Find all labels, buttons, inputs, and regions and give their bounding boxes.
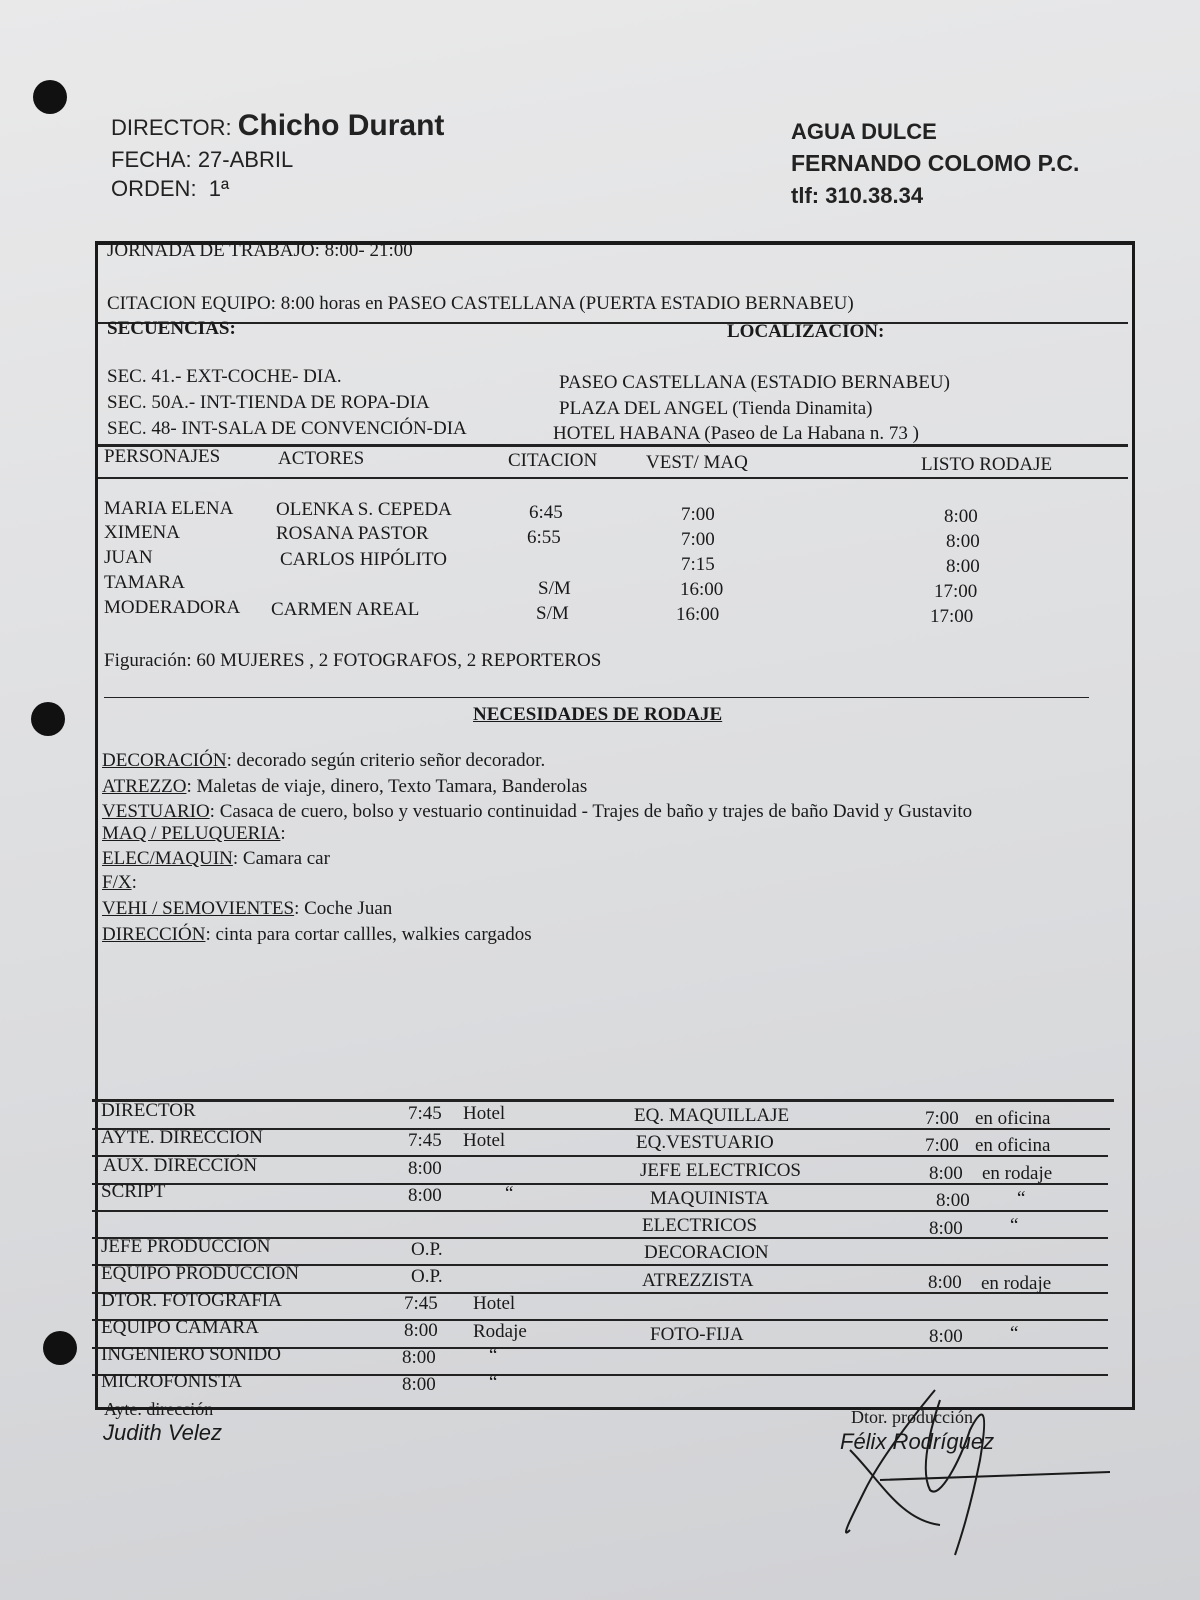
crew-role: SCRIPT <box>101 1181 166 1202</box>
crew-role: JEFE ELECTRICOS <box>640 1160 801 1181</box>
punch-hole <box>33 80 67 114</box>
crew-role: ELECTRICOS <box>642 1215 758 1236</box>
header-vest-maq: VEST/ MAQ <box>646 452 748 473</box>
crew-place: en oficina <box>975 1135 1051 1156</box>
secuencias-label: SECUENCIAS: <box>107 318 236 339</box>
phone-number: tlf: 310.38.34 <box>791 183 924 208</box>
crew-time: 8:00 <box>936 1190 970 1211</box>
cast-actor: ROSANA PASTOR <box>276 523 429 544</box>
sequence-2: SEC. 50A.- INT-TIENDA DE ROPA-DIA <box>107 392 430 413</box>
divider <box>98 322 1128 324</box>
cast-citacion: S/M <box>536 603 569 624</box>
cast-actor: CARMEN AREAL <box>271 599 420 620</box>
cast-vest: 7:00 <box>681 504 715 525</box>
citacion-equipo: CITACION EQUIPO: 8:00 horas en PASEO CASTELLANA (PUERTA ESTADIO BERNABEU) <box>107 293 854 314</box>
need-item: MAQ / PELUQUERIA: <box>102 823 286 844</box>
crew-place: “ <box>1017 1188 1026 1209</box>
crew-role: ATREZZISTA <box>642 1270 754 1291</box>
necesidades-title: NECESIDADES DE RODAJE <box>473 704 723 725</box>
crew-time: 8:00 <box>402 1374 436 1395</box>
orden-value: 1ª <box>208 176 230 201</box>
punch-hole <box>43 1331 77 1365</box>
header-listo-rodaje: LISTO RODAJE <box>921 454 1053 475</box>
crew-time: O.P. <box>411 1266 443 1287</box>
crew-role: JEFE PRODUCCION <box>101 1236 271 1257</box>
crew-time: 7:45 <box>404 1293 438 1314</box>
figuracion: Figuración: 60 MUJERES , 2 FOTOGRAFOS, 2 REPORTEROS <box>104 650 602 671</box>
sequence-1: SEC. 41.- EXT-COCHE- DIA. <box>107 366 342 387</box>
divider <box>98 477 1128 479</box>
cast-personaje: MODERADORA <box>104 597 241 618</box>
crew-time: 8:00 <box>928 1272 962 1293</box>
crew-time: 8:00 <box>408 1158 442 1179</box>
director-line: DIRECTOR: Chicho Durant <box>111 109 445 142</box>
crew-time: 8:00 <box>408 1185 442 1206</box>
cast-vest: 7:15 <box>681 554 715 575</box>
crew-time: 8:00 <box>929 1218 963 1239</box>
location-1: PASEO CASTELLANA (ESTADIO BERNABEU) <box>559 372 950 393</box>
location-3: HOTEL HABANA (Paseo de La Habana n. 73 ) <box>553 423 920 444</box>
fecha-line: FECHA: 27-ABRIL <box>111 147 294 172</box>
ayte-label: Ayte. dirección <box>104 1399 214 1419</box>
crew-role: MAQUINISTA <box>650 1188 769 1209</box>
crew-role: MICROFONISTA <box>101 1371 242 1392</box>
header-citacion: CITACION <box>508 450 598 471</box>
crew-time: 7:45 <box>408 1130 442 1151</box>
divider <box>92 1099 1114 1102</box>
orden-line: ORDEN: 1ª <box>111 176 230 201</box>
cast-vest: 16:00 <box>676 604 720 625</box>
crew-time: 8:00 <box>404 1320 438 1341</box>
crew-place: Hotel <box>473 1293 516 1314</box>
need-item: VEHI / SEMOVIENTES: Coche Juan <box>102 898 393 919</box>
cast-listo: 8:00 <box>944 506 978 527</box>
crew-role: DECORACION <box>644 1242 769 1263</box>
need-item: F/X: <box>102 872 137 893</box>
cast-vest: 7:00 <box>681 529 715 550</box>
need-item: DIRECCIÓN: cinta para cortar callles, walkies cargados <box>102 924 532 945</box>
crew-role: INGENIERO SONIDO <box>101 1344 281 1365</box>
crew-time: 7:45 <box>408 1103 442 1124</box>
divider <box>104 697 1089 698</box>
cast-listo: 8:00 <box>946 531 980 552</box>
cast-actor: CARLOS HIPÓLITO <box>280 549 447 570</box>
crew-place: en oficina <box>975 1108 1051 1129</box>
producer-signature <box>820 1370 1120 1560</box>
header-personajes: PERSONAJES <box>104 446 221 467</box>
cast-personaje: TAMARA <box>104 572 185 593</box>
header-actores: ACTORES <box>278 448 365 469</box>
dtor-name: Félix Rodríguez <box>840 1429 995 1454</box>
crew-time: 7:00 <box>925 1135 959 1156</box>
cast-vest: 16:00 <box>680 579 724 600</box>
cast-actor: OLENKA S. CEPEDA <box>276 499 452 520</box>
cast-citacion: S/M <box>538 578 571 599</box>
cast-listo: 17:00 <box>930 606 974 627</box>
need-item: VESTUARIO: Casaca de cuero, bolso y vestuario continuidad - Trajes de baño y trajes de baño David y Gustavito <box>102 801 973 822</box>
sequence-3: SEC. 48- INT-SALA DE CONVENCIÓN-DIA <box>107 418 467 439</box>
crew-role: FOTO-FIJA <box>650 1324 744 1345</box>
crew-role: AYTE. DIRECCION <box>101 1127 263 1148</box>
cast-listo: 8:00 <box>946 556 980 577</box>
crew-role: DIRECTOR <box>101 1100 196 1121</box>
crew-place: en rodaje <box>982 1163 1053 1184</box>
crew-role: DTOR. FOTOGRAFIA <box>101 1290 282 1311</box>
cast-citacion: 6:55 <box>527 527 561 548</box>
crew-place: Rodaje <box>473 1321 527 1342</box>
crew-role: EQUIPO CAMARA <box>101 1317 259 1338</box>
ayte-name: Judith Velez <box>103 1420 223 1445</box>
location-2: PLAZA DEL ANGEL (Tienda Dinamita) <box>559 398 873 419</box>
crew-role: EQ.VESTUARIO <box>636 1132 774 1153</box>
cast-personaje: JUAN <box>104 547 153 568</box>
cast-listo: 17:00 <box>934 581 978 602</box>
crew-place: “ <box>489 1345 498 1366</box>
jornada: JORNADA DE TRABAJO: 8:00- 21:00 <box>107 240 413 261</box>
cast-citacion: 6:45 <box>529 502 563 523</box>
crew-place: “ <box>1010 1215 1019 1236</box>
crew-role: AUX. DIRECCIÓN <box>103 1155 258 1176</box>
crew-time: O.P. <box>411 1239 443 1260</box>
company-name: FERNANDO COLOMO P.C. <box>791 150 1080 176</box>
crew-place: Hotel <box>463 1103 506 1124</box>
fecha-value: 27-ABRIL <box>197 147 294 172</box>
cast-personaje: MARIA ELENA <box>104 498 234 519</box>
crew-time: 8:00 <box>929 1163 963 1184</box>
need-item: ATREZZO: Maletas de viaje, dinero, Texto Tamara, Banderolas <box>102 776 588 797</box>
need-item: DECORACIÓN: decorado según criterio señor decorador. <box>102 750 546 771</box>
localizacion-label: LOCALIZACION: <box>727 321 885 342</box>
crew-role: EQ. MAQUILLAJE <box>634 1105 790 1126</box>
crew-time: 8:00 <box>929 1326 963 1347</box>
production-title: AGUA DULCE <box>791 119 937 144</box>
punch-hole <box>31 702 65 736</box>
crew-time: 8:00 <box>402 1347 436 1368</box>
crew-place: en rodaje <box>981 1273 1052 1294</box>
cast-personaje: XIMENA <box>104 522 180 543</box>
crew-place: “ <box>489 1372 498 1393</box>
crew-place: “ <box>505 1183 514 1204</box>
need-item: ELEC/MAQUIN: Camara car <box>102 848 330 869</box>
crew-role: EQUIPO PRODUCCION <box>101 1263 299 1284</box>
director-name: Chicho Durant <box>237 109 445 142</box>
crew-time: 7:00 <box>925 1108 959 1129</box>
crew-place: “ <box>1010 1323 1019 1344</box>
dtor-label: Dtor. producción <box>851 1407 973 1427</box>
crew-place: Hotel <box>463 1130 506 1151</box>
